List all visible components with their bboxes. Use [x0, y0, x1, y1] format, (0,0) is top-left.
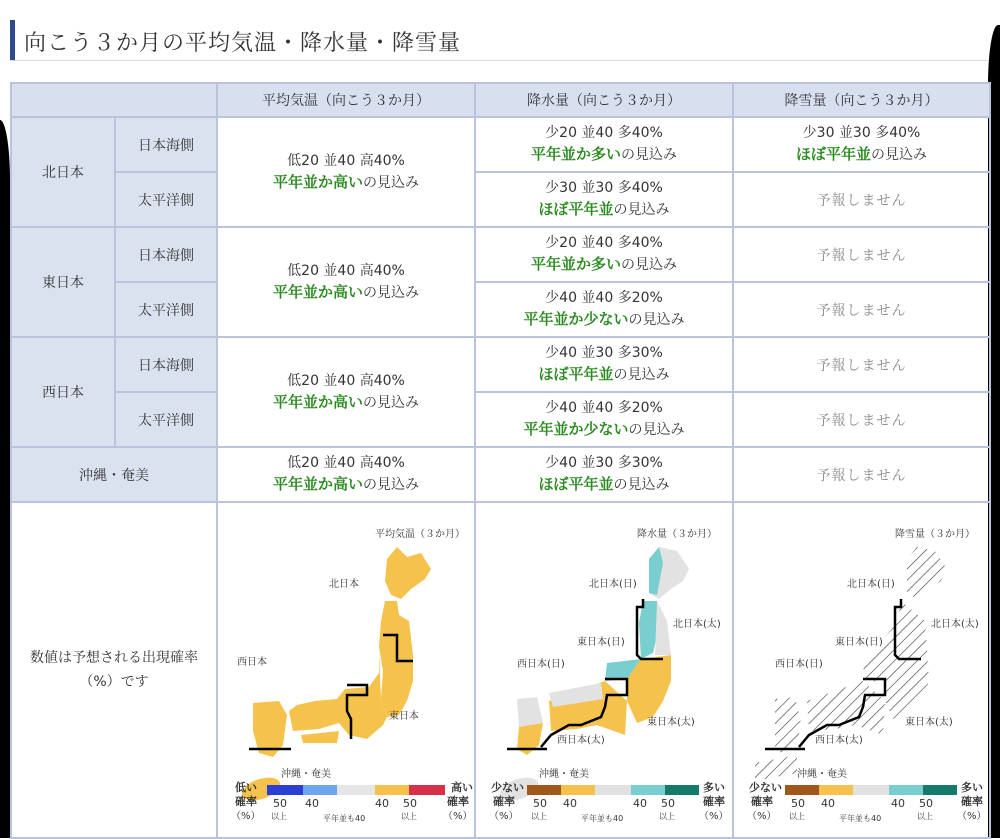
temp-map-label-east: 東日本 — [389, 711, 419, 722]
precip-north-pac-probs: 少30 並30 多40% — [545, 180, 663, 196]
precip-east-pac — [475, 282, 733, 337]
region-north: 北日本 — [11, 117, 115, 227]
temp-legend-ijou-left: 以上 — [271, 812, 287, 821]
temp-legend-swatch-normal — [337, 785, 375, 795]
section-heading — [10, 20, 988, 61]
temp-west-probs: 低20 並40 高40% — [287, 372, 405, 389]
snow-map-cell — [733, 502, 990, 838]
precip-west-pac — [475, 392, 733, 447]
temp-legend-tick4: 50 — [403, 797, 417, 810]
precip-map-label-north-pac: 北日本(太) — [673, 619, 721, 630]
temp-map-label-north: 北日本 — [329, 579, 359, 590]
left-black-edge — [0, 120, 10, 838]
temp-map-title: 平均気温（３か月） — [375, 529, 465, 540]
page-title: 向こう３か月の平均気温・降水量・降雪量 — [24, 31, 462, 56]
precip-legend-ijou-right: 以上 — [659, 812, 675, 821]
temp-okinawa — [217, 447, 475, 502]
snow-legend-right-top: 多い — [960, 781, 983, 794]
snow-north-pac: 予報しません — [733, 172, 990, 227]
precip-legend-left-unit: （%） — [489, 811, 519, 822]
snow-west-pac: 予報しません — [733, 392, 990, 447]
snow-map-label-west-pac: 西日本(太) — [814, 735, 863, 746]
suffix: の見込み — [621, 257, 677, 273]
header-snow: 降雪量（向こう３か月） — [733, 83, 990, 117]
temp-west — [217, 337, 475, 447]
precip-map-title: 降水量（３か月） — [637, 529, 717, 540]
precip-okinawa-probs: 少40 並30 多30% — [545, 455, 663, 471]
precip-legend-right-unit: （%） — [699, 811, 729, 822]
maps-note-line2: （%）です — [79, 674, 149, 690]
heading-accent-bar — [10, 20, 15, 60]
temp-legend-tick2: 40 — [305, 797, 319, 810]
precip-legend-tick1: 50 — [533, 797, 547, 810]
precip-legend-right-top: 多い — [703, 781, 725, 794]
snow-north-sea — [733, 117, 990, 172]
snow-legend-tick4: 50 — [918, 797, 933, 810]
snow-legend-tick3: 40 — [890, 797, 905, 810]
precip-east-sea-keyword: 平年並か多い — [530, 255, 621, 273]
precip-okinawa-keyword: ほぼ平年並 — [538, 475, 614, 493]
precip-west-sea-probs: 少40 並30 多30% — [545, 345, 663, 361]
precip-map-label-okinawa: 沖縄・奄美 — [539, 769, 589, 780]
snow-legend-swatch-high40 — [889, 785, 923, 795]
snow-legend-ijou-left: 以上 — [788, 812, 805, 821]
snow-legend-tick2: 40 — [820, 797, 835, 810]
precip-map-label-east-pac: 東日本(太) — [647, 717, 695, 728]
snow-legend-left-bottom: 確率 — [750, 795, 773, 808]
precip-legend-swatch-high50 — [665, 785, 699, 795]
subregion-east-pac: 太平洋側 — [115, 282, 217, 337]
precip-map-label-west-sea: 西日本(日) — [517, 659, 565, 670]
header-corner — [11, 83, 217, 117]
temp-map-cell — [217, 502, 475, 838]
suffix: の見込み — [621, 147, 677, 163]
temp-legend-swatch-low40 — [303, 785, 337, 795]
precip-legend-tick3: 40 — [633, 797, 647, 810]
precip-legend-swatch-low40 — [561, 785, 595, 795]
snow-legend-right-unit: （%） — [956, 811, 987, 822]
temp-map-label-west: 西日本 — [237, 657, 267, 668]
snow-map-label-east-sea: 東日本(日) — [834, 637, 883, 648]
precip-map-label-west-pac: 西日本(太) — [557, 735, 605, 746]
temp-legend-normal-note: 平年並も40 — [323, 814, 366, 823]
forecast-table — [10, 82, 991, 839]
suffix: の見込み — [613, 202, 670, 218]
header-temp: 平均気温（向こう３か月） — [217, 83, 475, 117]
temp-north — [217, 117, 475, 227]
maps-row — [11, 502, 990, 838]
snow-legend-left-top: 少ない — [748, 781, 782, 794]
snow-map-label-north-sea: 北日本(日) — [846, 579, 895, 590]
temp-legend-left-unit: （%） — [231, 811, 261, 822]
snow-legend-swatch-low40 — [819, 785, 853, 795]
snow-legend-swatch-low50 — [785, 785, 819, 795]
snow-map-title: 降雪量（３か月） — [894, 529, 975, 540]
region-okinawa: 沖縄・奄美 — [11, 447, 217, 502]
snow-east-pac: 予報しません — [733, 282, 990, 337]
precip-legend-ijou-left: 以上 — [531, 812, 547, 821]
temp-east-keyword: 平年並か高い — [272, 282, 363, 301]
precip-legend-tick2: 40 — [563, 797, 577, 810]
snow-legend-ijou-right: 以上 — [916, 812, 933, 821]
precip-north-sea-keyword: 平年並か多い — [530, 145, 621, 163]
snow-legend-right-bottom: 確率 — [960, 795, 983, 808]
temp-legend-swatch-high50 — [409, 785, 445, 795]
temp-legend-swatch-low50 — [267, 785, 303, 795]
temp-legend-ijou-right: 以上 — [401, 812, 417, 821]
snow-map-label-north-pac: 北日本(太) — [930, 619, 979, 630]
snow-north-sea-probs: 少30 並30 多40% — [802, 125, 921, 141]
precip-west-sea — [475, 337, 733, 392]
precip-west-pac-probs: 少40 並40 多20% — [545, 400, 663, 416]
temp-east-probs: 低20 並40 高40% — [287, 262, 405, 279]
precip-legend-right-bottom: 確率 — [703, 795, 725, 808]
subregion-north-pac: 太平洋側 — [115, 172, 217, 227]
precip-okinawa — [475, 447, 733, 502]
header-precip: 降水量（向こう３か月） — [475, 83, 733, 117]
temp-legend-right-top: 高い — [451, 781, 473, 794]
temp-legend-tick3: 40 — [375, 797, 389, 810]
temp-north-probs: 低20 並40 高40% — [287, 152, 405, 169]
suffix: の見込み — [363, 284, 419, 301]
temp-east — [217, 227, 475, 337]
precip-legend-swatch-low50 — [527, 785, 561, 795]
precip-east-sea — [475, 227, 733, 282]
row-east-pac — [11, 282, 990, 337]
maps-note-cell — [11, 502, 217, 838]
suffix: の見込み — [613, 477, 670, 493]
precip-legend-tick4: 50 — [661, 797, 675, 810]
precip-legend-left-bottom: 確率 — [493, 795, 515, 808]
snow-map-label-west-sea: 西日本(日) — [774, 659, 823, 670]
maps-note-line1: 数値は予想される出現確率 — [30, 650, 198, 666]
snow-legend-normal-note: 平年並も40 — [838, 814, 881, 823]
precip-map-label-east-sea: 東日本(日) — [577, 637, 625, 648]
row-north-pac — [11, 172, 990, 227]
snow-east-sea: 予報しません — [733, 227, 990, 282]
suffix: の見込み — [628, 422, 685, 438]
temp-okinawa-keyword: 平年並か高い — [272, 475, 363, 493]
precip-map — [477, 503, 731, 833]
temp-legend-left-bottom: 確率 — [235, 795, 257, 808]
subregion-west-sea: 日本海側 — [115, 337, 217, 392]
suffix: の見込み — [871, 147, 927, 163]
subregion-north-sea: 日本海側 — [115, 117, 217, 172]
row-east-sea — [11, 227, 990, 282]
temp-west-keyword: 平年並か高い — [272, 392, 363, 411]
precip-north-sea-probs: 少20 並40 多40% — [545, 125, 663, 141]
subregion-east-sea: 日本海側 — [115, 227, 217, 282]
snow-map — [735, 503, 989, 833]
region-west: 西日本 — [11, 337, 115, 447]
precip-north-sea — [475, 117, 733, 172]
row-north-sea — [11, 117, 990, 172]
snow-map-label-east-pac: 東日本(太) — [904, 717, 953, 728]
precip-west-sea-keyword: ほぼ平年並 — [538, 365, 614, 383]
row-west-sea — [11, 337, 990, 392]
snow-legend-tick1: 50 — [790, 797, 805, 810]
temp-legend-tick1: 50 — [273, 797, 287, 810]
snow-north-sea-keyword: ほぼ平年並 — [795, 145, 871, 163]
precip-north-pac-keyword: ほぼ平年並 — [538, 200, 614, 218]
precip-east-pac-probs: 少40 並40 多20% — [545, 290, 663, 306]
row-okinawa — [11, 447, 990, 502]
precip-north-pac — [475, 172, 733, 227]
region-east: 東日本 — [11, 227, 115, 337]
snow-legend — [747, 780, 987, 823]
subregion-west-pac: 太平洋側 — [115, 392, 217, 447]
suffix: の見込み — [363, 477, 419, 493]
temp-legend-swatch-high40 — [375, 785, 409, 795]
temp-map — [219, 503, 473, 833]
precip-east-sea-probs: 少20 並40 多40% — [545, 235, 663, 251]
suffix: の見込み — [628, 312, 685, 328]
temp-okinawa-probs: 低20 並40 高40% — [287, 455, 405, 471]
suffix: の見込み — [363, 394, 419, 411]
precip-legend-left-top: 少ない — [491, 781, 524, 794]
snow-west-sea: 予報しません — [733, 337, 990, 392]
temp-legend-right-bottom: 確率 — [447, 795, 469, 808]
precip-legend-normal-note: 平年並も40 — [581, 814, 624, 823]
precip-east-pac-keyword: 平年並か少ない — [523, 310, 629, 328]
suffix: の見込み — [363, 174, 419, 191]
header-row — [11, 83, 990, 117]
temp-legend-left-top: 低い — [235, 781, 257, 794]
precip-legend-swatch-normal — [595, 785, 631, 795]
temp-legend-right-unit: （%） — [443, 811, 473, 822]
snow-okinawa: 予報しません — [733, 447, 990, 502]
snow-legend-swatch-normal — [853, 785, 889, 795]
precip-map-label-north-sea: 北日本(日) — [589, 579, 637, 590]
temp-north-keyword: 平年並か高い — [272, 172, 363, 191]
precip-west-pac-keyword: 平年並か少ない — [523, 420, 629, 438]
precip-map-cell — [475, 502, 733, 838]
temp-map-label-okinawa: 沖縄・奄美 — [281, 769, 331, 780]
suffix: の見込み — [613, 367, 670, 383]
temp-legend — [231, 780, 473, 823]
snow-legend-left-unit: （%） — [746, 811, 777, 822]
snow-map-label-okinawa: 沖縄・奄美 — [796, 769, 847, 780]
precip-legend-swatch-high40 — [631, 785, 665, 795]
snow-legend-swatch-high50 — [923, 785, 957, 795]
row-west-pac — [11, 392, 990, 447]
